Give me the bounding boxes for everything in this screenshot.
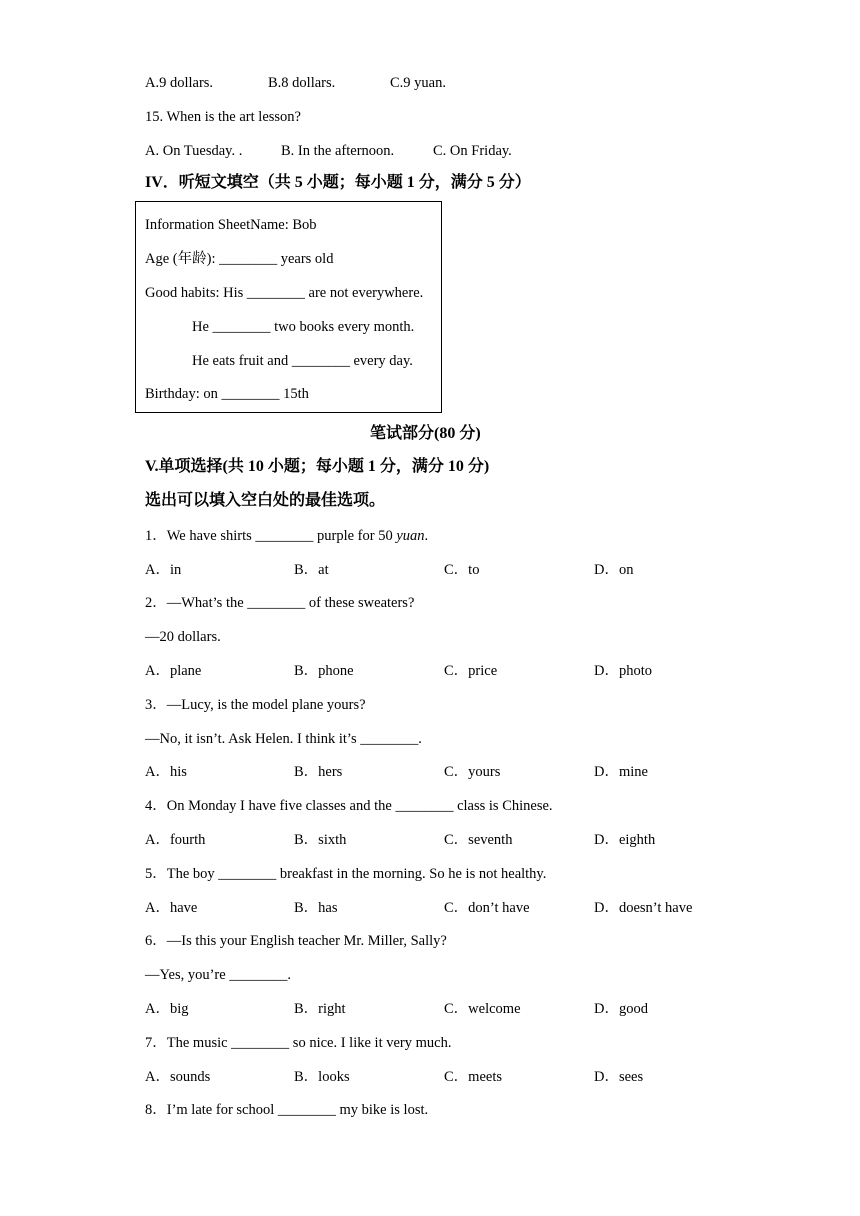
q3-option-b: B．hers <box>294 764 343 780</box>
q5-option-d: D．doesn’t have <box>594 900 693 916</box>
info-sheet-age: Age (年龄): ________ years old <box>145 251 334 267</box>
question-3-reply: —No, it isn’t. Ask Helen. I think it’s ________. <box>145 731 422 747</box>
q3-option-d: D．mine <box>594 764 648 780</box>
q7-option-a: A．sounds <box>145 1069 211 1085</box>
option-a: A.9 dollars. <box>145 75 214 91</box>
q4-option-d: D．eighth <box>594 832 656 848</box>
q2-option-d: D．photo <box>594 663 652 679</box>
q3-option-a: A．his <box>145 764 187 780</box>
q2-option-a: A．plane <box>145 663 202 679</box>
q15-option-b: B. In the afternoon. <box>281 143 395 159</box>
q1-option-b: B．at <box>294 562 329 578</box>
q1-option-c: C．to <box>444 562 480 578</box>
question-4-stem: 4．On Monday I have five classes and the ________ class is Chinese. <box>145 798 553 814</box>
question-6-stem: 6．—Is this your English teacher Mr. Miller, Sally? <box>145 933 447 949</box>
q15-option-a: A. On Tuesday. . <box>145 143 243 159</box>
question-1-stem: 1．We have shirts ________ purple for 50 yuan. <box>145 528 429 544</box>
q6-option-d: D．good <box>594 1001 648 1017</box>
q6-option-a: A．big <box>145 1001 189 1017</box>
q15-option-c: C. On Friday. <box>433 143 512 159</box>
q7-option-b: B．looks <box>294 1069 350 1085</box>
q5-option-a: A．have <box>145 900 198 916</box>
question-8-stem: 8．I’m late for school ________ my bike is lost. <box>145 1102 429 1118</box>
written-part-title: 笔试部分(80 分) <box>370 425 481 442</box>
info-sheet-name: Information SheetName: Bob <box>145 217 317 233</box>
q2-option-c: C．price <box>444 663 498 679</box>
q4-option-a: A．fourth <box>145 832 206 848</box>
option-c: C.9 yuan. <box>390 75 446 91</box>
option-b: B.8 dollars. <box>268 75 336 91</box>
q6-option-c: C．welcome <box>444 1001 521 1017</box>
info-sheet-books: He ________ two books every month. <box>192 319 415 335</box>
question-7-stem: 7．The music ________ so nice. I like it very much. <box>145 1035 452 1051</box>
q6-option-b: B．right <box>294 1001 346 1017</box>
q2-option-b: B．phone <box>294 663 354 679</box>
info-sheet-birthday: Birthday: on ________ 15th <box>145 386 309 402</box>
q1-option-a: A．in <box>145 562 182 578</box>
section-5-title: V.单项选择(共 10 小题；每小题 1 分，满分 10 分) <box>145 458 490 475</box>
question-15-stem: 15. When is the art lesson? <box>145 109 301 125</box>
info-sheet-habits: Good habits: His ________ are not everywhere. <box>145 285 424 301</box>
question-5-stem: 5．The boy ________ breakfast in the morning. So he is not healthy. <box>145 866 547 882</box>
q7-option-d: D．sees <box>594 1069 644 1085</box>
q5-option-b: B．has <box>294 900 338 916</box>
question-2-reply: —20 dollars. <box>145 629 221 645</box>
q4-option-b: B．sixth <box>294 832 347 848</box>
q4-option-c: C．seventh <box>444 832 513 848</box>
info-sheet-fruit: He eats fruit and ________ every day. <box>192 353 413 369</box>
section-4-title: IV．听短文填空（共 5 小题；每小题 1 分，满分 5 分） <box>145 174 531 191</box>
q5-option-c: C．don’t have <box>444 900 530 916</box>
question-6-reply: —Yes, you’re ________. <box>145 967 291 983</box>
question-3-stem: 3．—Lucy, is the model plane yours? <box>145 697 366 713</box>
section-5-instruction: 选出可以填入空白处的最佳选项。 <box>145 492 386 509</box>
q3-option-c: C．yours <box>444 764 501 780</box>
question-2-stem: 2．—What’s the ________ of these sweaters? <box>145 595 415 611</box>
q7-option-c: C．meets <box>444 1069 502 1085</box>
q1-option-d: D．on <box>594 562 634 578</box>
